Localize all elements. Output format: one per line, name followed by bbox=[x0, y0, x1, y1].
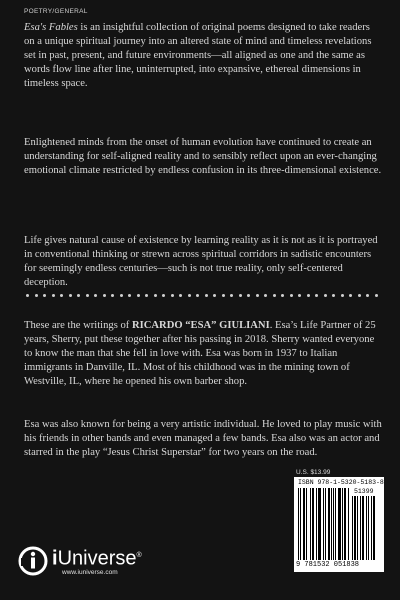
divider-dot bbox=[247, 294, 250, 297]
ean-digits: 9 781532 051838 bbox=[296, 561, 360, 569]
isbn-barcode bbox=[294, 477, 384, 572]
divider-dot bbox=[77, 294, 80, 297]
divider-dot bbox=[341, 294, 344, 297]
divider-dot bbox=[171, 294, 174, 297]
divider-dot bbox=[239, 294, 242, 297]
divider-dot bbox=[222, 294, 225, 297]
divider-dot bbox=[256, 294, 259, 297]
divider-dot bbox=[154, 294, 157, 297]
publisher-url: www.iuniverse.com bbox=[62, 568, 118, 576]
author-paragraph-2: Esa was also known for being a very artistic individual. He loved to play music with his friends in other bands and even managed a few bands. Esa also was an actor and starred in the play “Jesus Christ Superstar” for two years on the road. bbox=[24, 419, 382, 458]
divider-dot bbox=[111, 294, 114, 297]
publisher-name: iUniverse® bbox=[52, 547, 142, 570]
addon-barcode-bars bbox=[352, 496, 380, 560]
divider-dot bbox=[128, 294, 131, 297]
divider-dot bbox=[35, 294, 38, 297]
divider-dot bbox=[120, 294, 123, 297]
author-text-intro: These are the writings of bbox=[24, 320, 132, 331]
author-text-bio: . Esa’s Life Partner of 25 years, Sherry, put these together after his passing in 2018. Sherry wanted everyone to know the man that she fell in love with. Esa was born in 1937 to Italian immigrants in Danville, IL. Most of his childhood was in the mining town of Westville, IL, where he opened his own barber shop. bbox=[24, 320, 376, 387]
description-paragraph-2: Enlightened minds from the onset of human evolution have continued to create an understanding for self-aligned reality and to sensibly reflect upon an ever-changing emotional climate restricted by endless confusion in its three-dimensional existence. bbox=[24, 137, 382, 176]
divider-dot bbox=[324, 294, 327, 297]
divider-dot bbox=[281, 294, 284, 297]
divider-dot bbox=[137, 294, 140, 297]
divider-dot bbox=[94, 294, 97, 297]
description-text-1: is an insightful collection of original poems designed to take readers on a unique spiritual journey into an altered state of mind and timeless revelations set in past, present, and future environments—all aligned as one and the same as words flow line after line, uninterrupted, into expansive, ethereal dimensions in timeless space. bbox=[24, 22, 372, 89]
divider-dot bbox=[26, 294, 29, 297]
divider-dot bbox=[273, 294, 276, 297]
divider-dot bbox=[366, 294, 369, 297]
author-name: RICARDO “ESA” GIULIANI bbox=[131, 320, 270, 331]
divider-dot bbox=[52, 294, 55, 297]
divider-dot bbox=[205, 294, 208, 297]
description-paragraph-3: Life gives natural cause of existence by learning reality as it is not as it is portrayed in conventional thinking or strewn across spiritual corridors in sadistic encounters for seemingly endless centuries—such is not true reality, only self-centered deception. bbox=[24, 235, 378, 288]
divider-dot bbox=[43, 294, 46, 297]
divider-dot bbox=[86, 294, 89, 297]
divider-dot bbox=[264, 294, 267, 297]
author-paragraph bbox=[24, 319, 382, 389]
price-code-number: 51399 bbox=[354, 488, 374, 495]
divider-dot bbox=[188, 294, 191, 297]
divider-dot bbox=[60, 294, 63, 297]
iuniverse-logo-icon bbox=[18, 546, 48, 576]
divider-dot bbox=[103, 294, 106, 297]
divider-dot bbox=[315, 294, 318, 297]
publisher-logo bbox=[18, 546, 142, 576]
divider-dot bbox=[332, 294, 335, 297]
dotted-divider bbox=[26, 290, 378, 300]
description-paragraph-1 bbox=[24, 21, 382, 91]
divider-dot bbox=[230, 294, 233, 297]
divider-dot bbox=[307, 294, 310, 297]
divider-dot bbox=[162, 294, 165, 297]
divider-dot bbox=[196, 294, 199, 297]
divider-dot bbox=[358, 294, 361, 297]
divider-dot bbox=[349, 294, 352, 297]
genre-label: POETRY/GENERAL bbox=[24, 8, 88, 15]
divider-dot bbox=[69, 294, 72, 297]
divider-dot bbox=[145, 294, 148, 297]
isbn-number: ISBN 978-1-5320-5183-8 bbox=[298, 479, 384, 486]
book-title: Esa's Fables bbox=[24, 22, 78, 33]
divider-dot bbox=[298, 294, 301, 297]
divider-dot bbox=[375, 294, 378, 297]
ean-barcode-bars bbox=[298, 488, 350, 560]
price-label: U.S. $13.99 bbox=[296, 469, 331, 476]
divider-dot bbox=[213, 294, 216, 297]
divider-dot bbox=[290, 294, 293, 297]
divider-dot bbox=[179, 294, 182, 297]
